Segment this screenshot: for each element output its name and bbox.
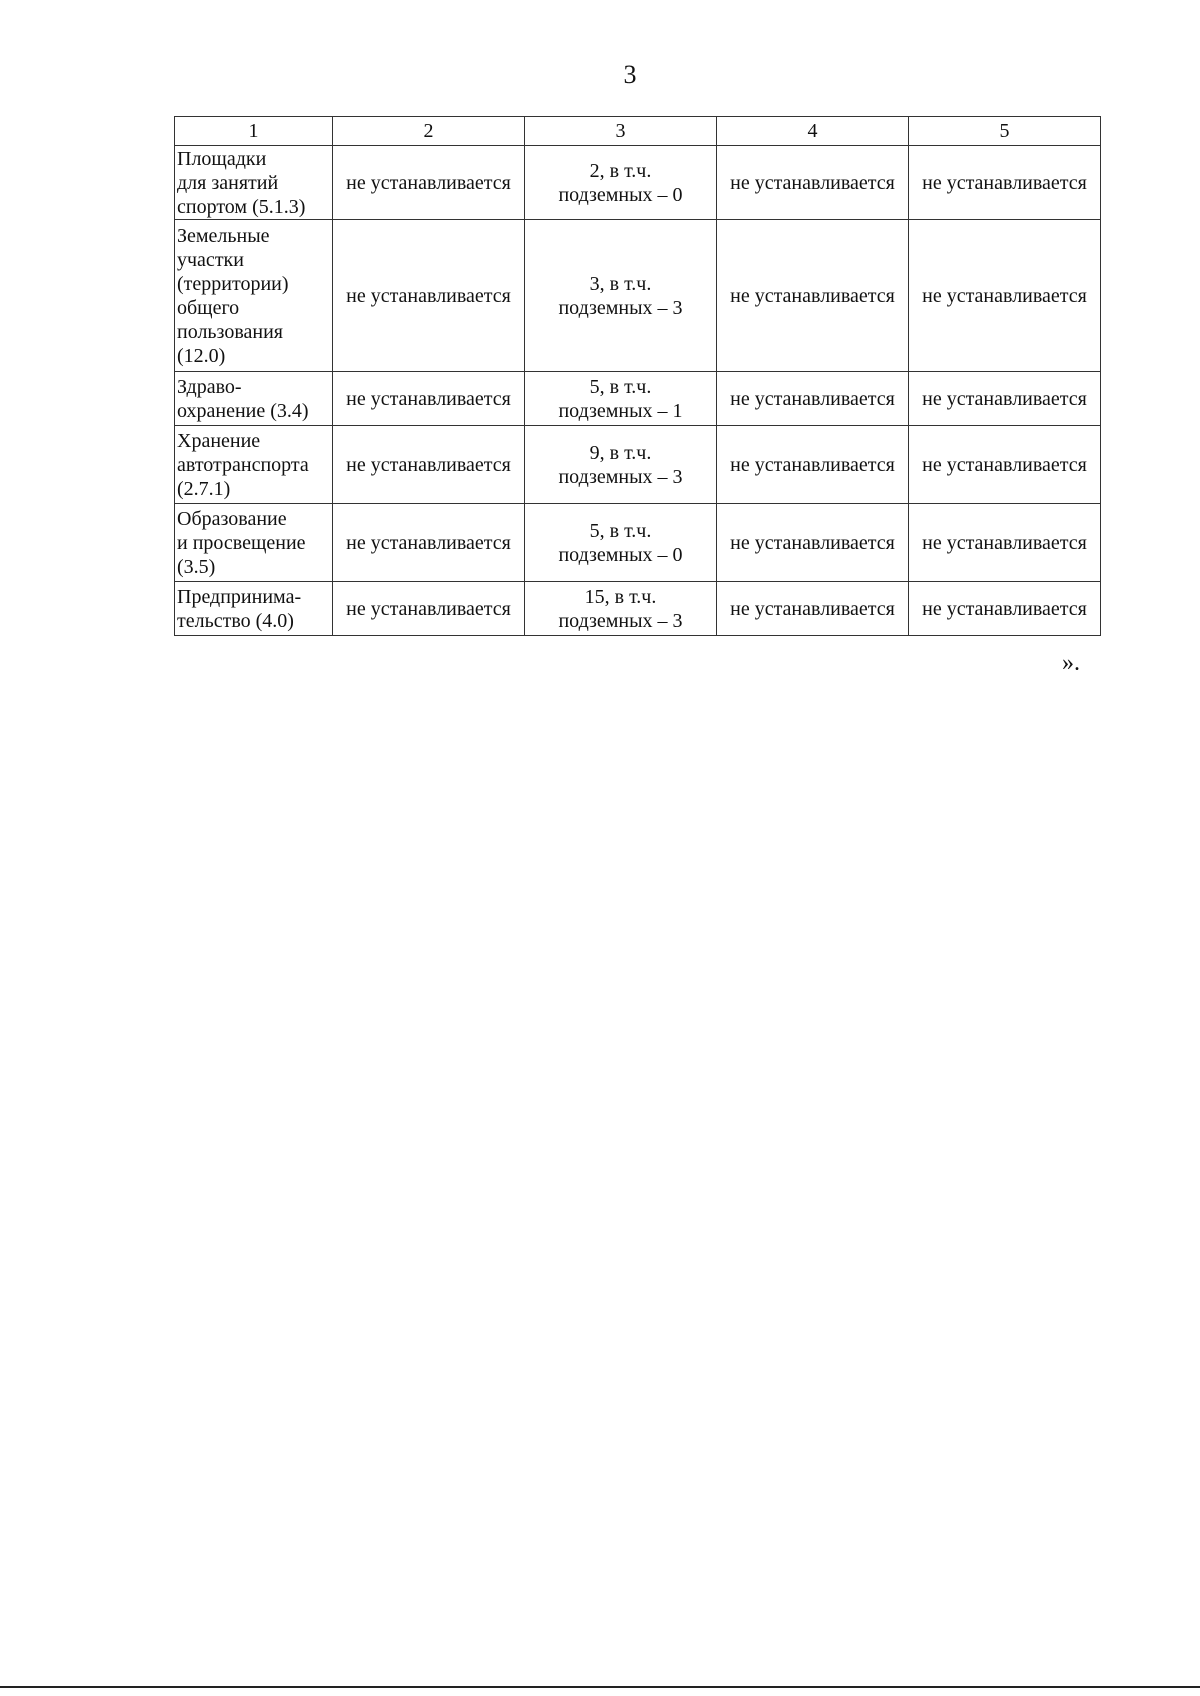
value-cell: не устанавливается [333,426,525,504]
value-cell: не устанавливается [909,426,1101,504]
value-cell: не устанавливается [333,504,525,582]
value-cell: не устанавливается [909,146,1101,220]
header-cell-4: 4 [717,117,909,146]
parking-cell: 2, в т.ч. подземных – 0 [525,146,717,220]
table-header-row [175,117,1101,146]
header-cell-1: 1 [175,117,333,146]
use-type-cell: Образование и просвещение (3.5) [175,504,333,582]
header-cell-2: 2 [333,117,525,146]
value-cell: не устанавливается [333,372,525,426]
regulations-table [174,116,1101,636]
use-type-cell: Предпринима- тельство (4.0) [175,582,333,636]
table-row [175,426,1101,504]
table-row [175,372,1101,426]
use-type-cell: Хранение автотранспорта (2.7.1) [175,426,333,504]
parking-cell: 15, в т.ч. подземных – 3 [525,582,717,636]
parking-cell: 5, в т.ч. подземных – 1 [525,372,717,426]
value-cell: не устанавливается [909,504,1101,582]
value-cell: не устанавливается [333,582,525,636]
value-cell: не устанавливается [717,426,909,504]
value-cell: не устанавливается [717,372,909,426]
scan-edge-line [0,1686,1200,1688]
closing-quote-mark: ». [1062,650,1080,676]
value-cell: не устанавливается [717,582,909,636]
parking-cell: 5, в т.ч. подземных – 0 [525,504,717,582]
value-cell: не устанавливается [909,220,1101,372]
header-cell-3: 3 [525,117,717,146]
use-type-cell: Здраво- охранение (3.4) [175,372,333,426]
page-number: 3 [623,60,637,89]
value-cell: не устанавливается [909,582,1101,636]
parking-cell: 9, в т.ч. подземных – 3 [525,426,717,504]
use-type-cell: Земельные участки (территории) общего пользования (12.0) [175,220,333,372]
use-type-cell: Площадки для занятий спортом (5.1.3) [175,146,333,220]
value-cell: не устанавливается [333,220,525,372]
table-row [175,146,1101,220]
value-cell: не устанавливается [717,146,909,220]
table-row [175,220,1101,372]
value-cell: не устанавливается [717,220,909,372]
header-cell-5: 5 [909,117,1101,146]
value-cell: не устанавливается [909,372,1101,426]
value-cell: не устанавливается [717,504,909,582]
parking-cell: 3, в т.ч. подземных – 3 [525,220,717,372]
table-row [175,504,1101,582]
table-row [175,582,1101,636]
value-cell: не устанавливается [333,146,525,220]
